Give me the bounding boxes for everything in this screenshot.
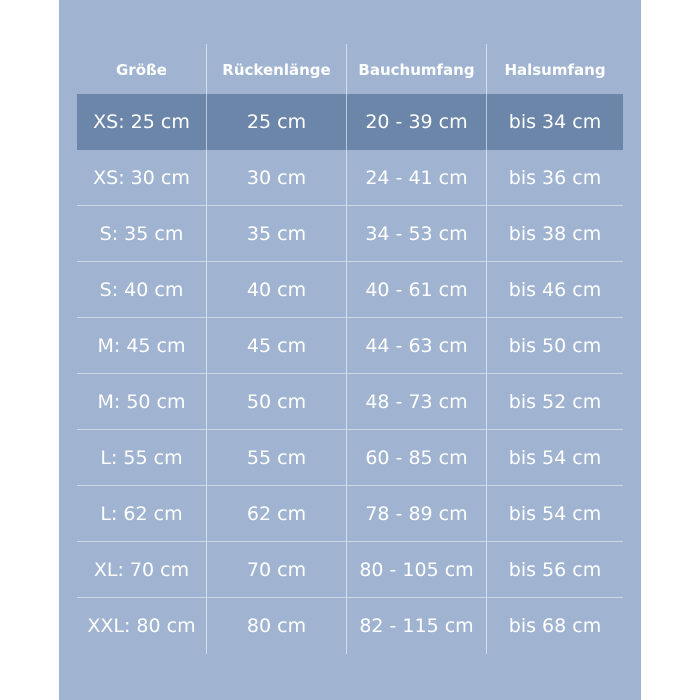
cell-chest-girth: 34 - 53 cm [347, 206, 487, 261]
cell-size: XS: 30 cm [77, 150, 207, 205]
table-row [77, 486, 623, 542]
cell-neck-girth: bis 34 cm [508, 111, 602, 133]
cell-back-length: 45 cm [207, 318, 347, 373]
table-row [77, 374, 623, 430]
cell-back-length: 62 cm [207, 486, 347, 541]
cell-back-length: 35 cm [207, 206, 347, 261]
cell-chest-girth: 48 - 73 cm [347, 374, 487, 429]
cell-neck-girth: bis 50 cm [508, 334, 602, 357]
cell-neck-girth: bis 68 cm [508, 615, 602, 637]
cell-chest-girth: 82 - 115 cm [347, 598, 487, 654]
table-row [77, 150, 623, 206]
cell-back-length: 50 cm [207, 374, 347, 429]
cell-back-length: 30 cm [207, 150, 347, 205]
cell-neck-girth: bis 36 cm [508, 166, 602, 189]
table-row [77, 94, 623, 150]
table-row [77, 542, 623, 598]
cell-chest-girth: 44 - 63 cm [347, 318, 487, 373]
cell-neck-girth: bis 52 cm [508, 390, 602, 413]
cell-size: M: 50 cm [77, 374, 207, 429]
cell-size: M: 45 cm [77, 318, 207, 373]
table-header-row [77, 44, 623, 94]
cell-neck-girth: bis 54 cm [508, 446, 602, 469]
cell-size: S: 40 cm [77, 262, 207, 317]
cell-chest-girth: 80 - 105 cm [347, 542, 487, 597]
cell-back-length: 40 cm [207, 262, 347, 317]
cell-chest-girth: 60 - 85 cm [347, 430, 487, 485]
table-row [77, 318, 623, 374]
cell-neck-girth: bis 46 cm [508, 278, 602, 301]
cell-chest-girth: 40 - 61 cm [347, 262, 487, 317]
cell-size: XXL: 80 cm [77, 598, 207, 654]
cell-size: S: 35 cm [77, 206, 207, 261]
cell-chest-girth: 78 - 89 cm [347, 486, 487, 541]
table-row [77, 598, 623, 654]
table-row [77, 430, 623, 486]
header-size: Größe [77, 44, 207, 94]
header-chest-girth: Bauchumfang [347, 44, 487, 94]
table-row [77, 262, 623, 318]
cell-back-length: 55 cm [207, 430, 347, 485]
cell-back-length: 80 cm [207, 598, 347, 654]
cell-back-length: 25 cm [207, 94, 347, 150]
cell-chest-girth: 24 - 41 cm [347, 150, 487, 205]
cell-size: XL: 70 cm [77, 542, 207, 597]
table-row [77, 206, 623, 262]
cell-neck-girth: bis 54 cm [508, 502, 602, 525]
header-neck-girth: Halsumfang [504, 61, 606, 79]
cell-neck-girth: bis 56 cm [508, 558, 602, 581]
size-table [77, 44, 623, 654]
cell-size: XS: 25 cm [77, 94, 207, 150]
header-back-length: Rückenlänge [207, 44, 347, 94]
cell-neck-girth: bis 38 cm [508, 222, 602, 245]
cell-size: L: 62 cm [77, 486, 207, 541]
cell-size: L: 55 cm [77, 430, 207, 485]
cell-back-length: 70 cm [207, 542, 347, 597]
cell-chest-girth: 20 - 39 cm [347, 94, 487, 150]
